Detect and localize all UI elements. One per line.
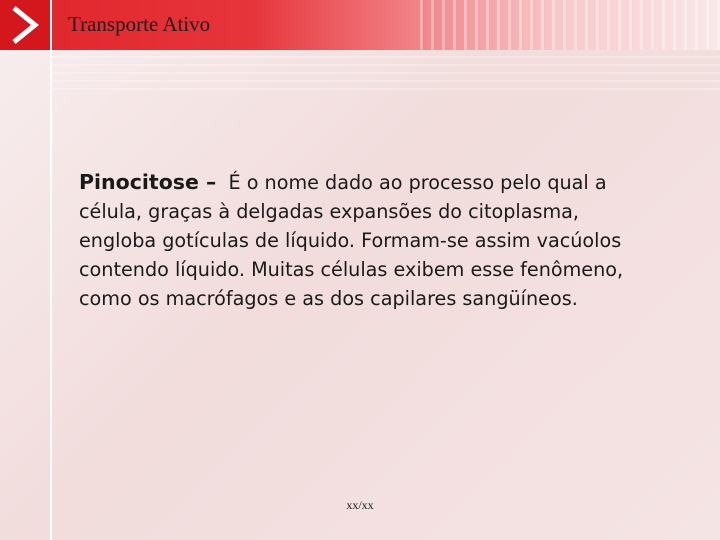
chevron-right-icon — [0, 0, 50, 50]
paragraph-line-1 — [79, 168, 699, 197]
body-paragraph — [79, 168, 699, 313]
paragraph-line-3: engloba gotículas de líquido. Formam-se assim vacúolos — [79, 229, 622, 252]
paragraph-line-2: célula, graças à delgadas expansões do citoplasma, — [79, 200, 580, 223]
page-number: xx/xx — [346, 498, 374, 512]
chevron-box — [0, 0, 50, 50]
paragraph-line-4: contendo líquido. Muitas células exibem esse fenômeno, — [79, 258, 624, 281]
left-divider — [50, 50, 52, 540]
header-separator — [50, 0, 52, 50]
paragraph-line-5: como os macrófagos e as dos capilares sangüíneos. — [79, 287, 578, 310]
slide-title: Transporte Ativo — [68, 12, 211, 36]
line-text: É o nome dado ao processo pelo qual a — [228, 171, 607, 194]
decorative-band — [52, 50, 720, 90]
header-stripes — [420, 0, 720, 50]
term-label: Pinocitose – — [79, 170, 217, 194]
